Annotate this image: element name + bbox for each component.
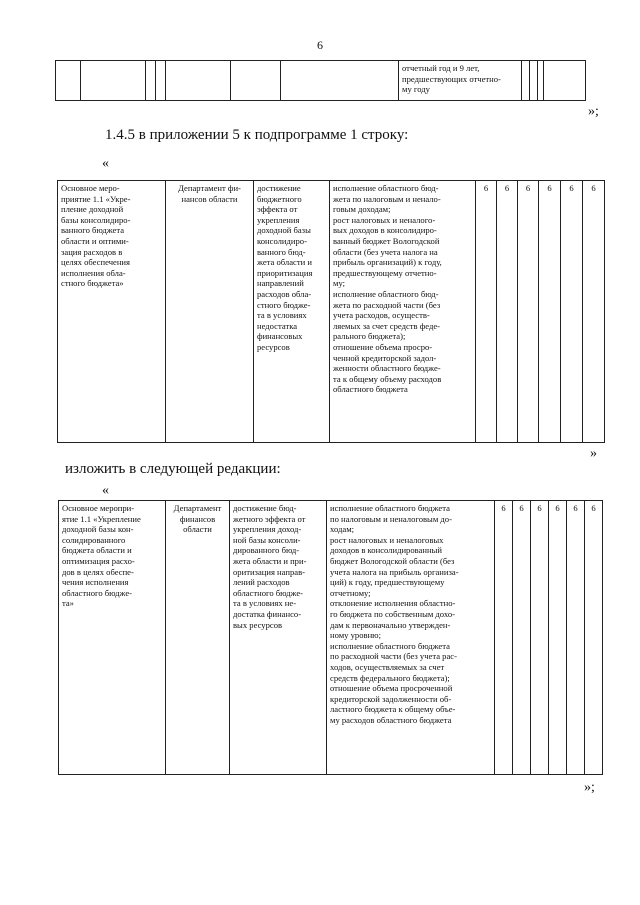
old-row-indicators: исполнение областного бюд- жета по налоговым и ненало- говым доходам; рост налоговых и неналого- вых доходов в консолидиро- ванный бюджет Вологодской области (без учета налога на прибыль организаций) к году, предшествующему отчетно- му; исполнение областного бюд- жета по расходной части (без учета расходов, осуществ- ляемых за счет средств феде- рального бюджета); отношение объема просро- ченной кредиторской задол- женности областного бюдже- та к общему объему расходов областного бюджета (330, 181, 476, 443)
new-row-executor: Департамент финансов области (166, 501, 230, 775)
new-row-value: 6 (585, 501, 603, 775)
old-row-value: 6 (476, 181, 497, 443)
old-row-value: 6 (518, 181, 539, 443)
table-row (59, 501, 603, 775)
new-row-goal: достижение бюд- жетного эффекта от укрепления доход- ной базы консоли- дированного бюд- жета области и при- оритизация направ- лений расходов областного бюдже- та в условиях не- достатка финансо- вых ресурсов (230, 501, 327, 775)
old-row-name: Основное меро- приятие 1.1 «Укре- пление доходной базы консолидиро- ванного бюджета области и оптими- зация расходов в целях обеспечения исполнения обла- стного бюджета» (58, 181, 166, 443)
quote-close-3: »; (584, 780, 595, 795)
old-row-value: 6 (561, 181, 583, 443)
new-row-indicators: исполнение областного бюджета по налоговым и неналоговым до- ходам; рост налоговых и неналоговых доходов в консолидированный бюджет Вологодской области (без учета налога на прибыль организа- ций) к году, предшествующему отчетному; отклонение исполнения областно- го бюджета по собственным дохо- дам к первоначально утвержден- ному уровню; исполнение областного бюджета по расходной части (без учета рас- ходов, осуществляемых за счет средств федерального бюджета); отношение объема просроченной кредиторской задолженности об- ластного бюджета к общему объе- му расходов областного бюджета (327, 501, 495, 775)
quote-open-1: « (102, 156, 109, 171)
old-row-executor: Департамент фи- нансов области (166, 181, 254, 443)
new-row-table (58, 500, 603, 775)
new-row-name: Основное меропри- ятие 1.1 «Укрепление доходной базы кон- солидированного бюджета области и оптимизация расхо- дов в целях обеспе- чения исполнения областного бюдже- та» (59, 501, 166, 775)
heading-1: 1.4.5 в приложении 5 к подпрограмме 1 строку: (105, 127, 409, 143)
table-row (58, 181, 605, 443)
table-row (56, 61, 586, 101)
page-number: 6 (317, 38, 323, 52)
top-row-indicator: отчетный год и 9 лет, предшествующих отчетно- му году (399, 61, 522, 101)
quote-close-1: »; (588, 104, 599, 119)
new-row-value: 6 (513, 501, 531, 775)
heading-2: изложить в следующей редакции: (65, 461, 281, 477)
top-table-fragment (55, 60, 586, 101)
new-row-value: 6 (531, 501, 549, 775)
old-row-goal: достижение бюджетного эффекта от укрепления доходной базы консолидиро- ванного бюд- жета области и приоритизация направлений расходов обла- стного бюдже- та в условиях недостатка финансовых ресурсов (254, 181, 330, 443)
quote-open-2: « (102, 483, 109, 498)
old-row-value: 6 (539, 181, 561, 443)
new-row-value: 6 (495, 501, 513, 775)
old-row-value: 6 (497, 181, 518, 443)
new-row-value: 6 (549, 501, 567, 775)
new-row-value: 6 (567, 501, 585, 775)
old-row-table (57, 180, 605, 443)
old-row-value: 6 (583, 181, 605, 443)
quote-close-2: » (590, 446, 597, 461)
